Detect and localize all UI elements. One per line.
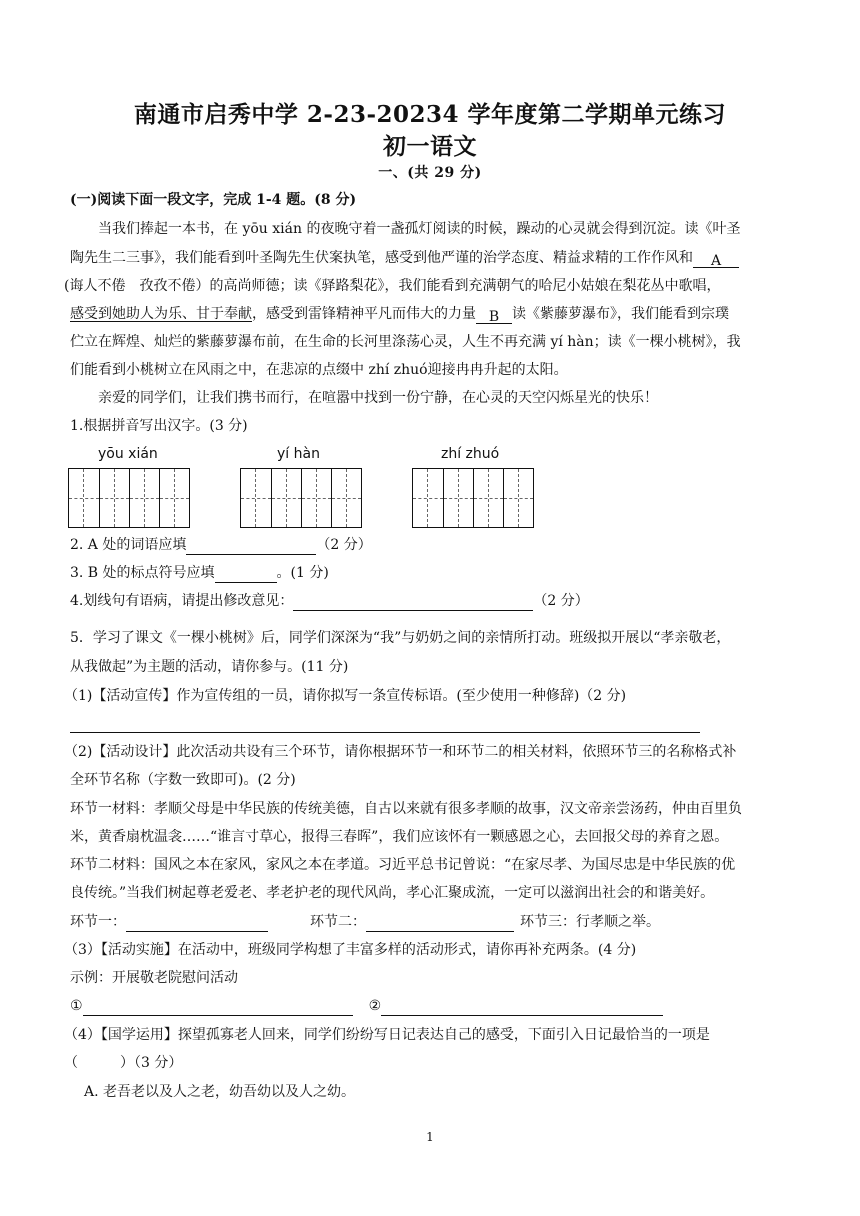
step-2-blank[interactable] <box>366 915 514 932</box>
grid-cell[interactable] <box>301 469 331 527</box>
underlined-sentence: 感受到她助人为乐、甘于奉献 <box>70 306 252 322</box>
blank-a: A <box>693 251 739 268</box>
pinyin-2: yí hàn <box>277 446 320 462</box>
step-1-label: 环节一： <box>70 914 126 930</box>
passage-para-2: 亲爱的同学们，让我们携书而行，在喧嚣中找到一份宁静，在心灵的天空闪烁星光的快乐！ <box>98 390 658 406</box>
q4-prompt: 4.划线句有语病，请提出修改意见： <box>70 593 294 609</box>
q5-line-2: 从我做起”为主题的活动，请你参与。(11 分) <box>70 659 349 675</box>
q3 <box>70 563 794 583</box>
grid-cell[interactable] <box>413 469 443 527</box>
q2 <box>70 535 794 555</box>
q2-score: （2 分） <box>316 537 372 553</box>
passage-line-5: 伫立在辉煌、灿烂的紫藤萝瀑布前，在生命的长河里涤荡心灵，人生不再充满 yí hàn；读《一棵小桃树》，我 <box>70 334 741 350</box>
slogan-answer-line[interactable] <box>70 732 700 733</box>
passage-line-2-text: 陶先生二三事》，我们能看到叶圣陶先生伏案执笔，感受到他严谨的治学态度、精益求精的工作作风和 <box>70 250 693 266</box>
q3-answer-blank[interactable] <box>215 566 277 583</box>
blank-b: B <box>476 307 512 324</box>
q4-answer-blank[interactable] <box>293 594 533 611</box>
example-text: 示例：开展敬老院慰问活动 <box>70 970 238 986</box>
steps-row <box>70 912 794 932</box>
q5-sub-3: （3）【活动实施】在活动中，班级同学构想了丰富多样的活动形式，请你再补充两条。(4 分) <box>64 942 637 958</box>
material-1-line-1: 环节一材料：孝顺父母是中华民族的传统美德，自古以来就有很多孝顺的故事，汉文帝亲尝汤药，仲由百里负 <box>70 801 742 817</box>
grid-cell[interactable] <box>99 469 129 527</box>
activity-1-blank[interactable] <box>83 999 353 1016</box>
grid-cell[interactable] <box>159 469 189 527</box>
activity-2-blank[interactable] <box>381 999 663 1016</box>
step-3-label: 环节三：行孝顺之举。 <box>520 914 660 930</box>
q5-sub-4-line-2: （ ）（3 分） <box>64 1055 183 1071</box>
exam-title: 南通市启秀中学 2-23-20234 学年度第二学期单元练习 <box>133 101 727 128</box>
q3-prompt: 3. B 处的标点符号应填 <box>70 565 215 581</box>
step-1-blank[interactable] <box>126 915 268 932</box>
q5-line-1: 5．学习了课文《一棵小桃树》后，同学们深深为“我”与奶奶之间的亲情所打动。班级拟开展以“孝亲敬老， <box>70 630 731 646</box>
passage-line-6: 们能看到小桃树立在风雨之中，在悲凉的点缀中 zhí zhuó迎接冉冉升起的太阳。 <box>70 362 568 378</box>
q5-sub-2-line-1: （2)【活动设计】此次活动共设有三个环节，请你根据环节一和环节二的相关材料，依照环节三的名称格式补 <box>64 744 737 760</box>
passage-line-4 <box>70 304 794 324</box>
material-2-line-1: 环节二材料：国风之本在家风，家风之本在孝道。习近平总书记曾说：“在家尽孝、为国尽忠是中华民族的优 <box>70 857 736 873</box>
passage-line-4-mid: ，感受到雷锋精神平凡而伟大的力量 <box>252 306 476 322</box>
option-a: A. 老吾老以及人之老，幼吾幼以及人之幼。 <box>84 1084 356 1100</box>
grid-cell[interactable] <box>331 469 361 527</box>
section-heading: 一、(共 29 分) <box>378 165 482 181</box>
writing-grid-1[interactable] <box>68 468 190 528</box>
part1-heading: (一)阅读下面一段文字，完成 1-4 题。(8 分) <box>70 192 357 208</box>
material-1-line-2: 米，黄香扇枕温衾……“谁言寸草心，报得三春晖”，我们应该怀有一颗感恩之心，去回报父母的养育之恩。 <box>70 829 729 845</box>
grid-cell[interactable] <box>129 469 159 527</box>
q4 <box>70 591 794 611</box>
q5-sub-2-line-2: 全环节名称（字数一致即可)。(2 分) <box>70 772 296 788</box>
choice-1-marker: ① <box>70 998 83 1014</box>
grid-cell[interactable] <box>271 469 301 527</box>
grid-cell[interactable] <box>241 469 271 527</box>
writing-grid-3[interactable] <box>412 468 534 528</box>
exam-subtitle: 初一语文 <box>383 133 477 160</box>
q4-score: （2 分） <box>533 593 589 609</box>
q2-answer-blank[interactable] <box>186 538 316 555</box>
passage-line-2 <box>70 248 794 268</box>
q5-sub-1: （1)【活动宣传】作为宣传组的一员，请你拟写一条宣传标语。(至少使用一种修辞)（2 分) <box>64 688 627 704</box>
q5-sub-4-line-1: （4）【国学运用】探望孤寡老人回来，同学们纷纷写日记表达自己的感受，下面引入日记最恰当的一项是 <box>64 1027 710 1043</box>
step-2-label: 环节二： <box>310 914 366 930</box>
writing-grid-2[interactable] <box>240 468 362 528</box>
grid-cell[interactable] <box>473 469 503 527</box>
grid-cell[interactable] <box>69 469 99 527</box>
activities-row <box>70 996 794 1016</box>
q2-prompt: 2. A 处的词语应填 <box>70 537 187 553</box>
passage-line-4-end: 读《紫藤萝瀑布》，我们能看到宗璞 <box>512 306 729 322</box>
material-2-line-2: 良传统。”当我们树起尊老爱老、孝老护老的现代风尚，孝心汇聚成流，一定可以滋润出社会的和谐美好。 <box>70 885 715 901</box>
grid-cell[interactable] <box>443 469 473 527</box>
q3-score: 。(1 分) <box>276 565 329 581</box>
grid-cell[interactable] <box>503 469 533 527</box>
passage-line-1: 当我们捧起一本书，在 yōu xián 的夜晚守着一盏孤灯阅读的时候，躁动的心灵就会得到沉淀。读《叶圣 <box>98 221 741 237</box>
page-number: 1 <box>426 1130 434 1144</box>
passage-line-3: (诲人不倦 孜孜不倦）的高尚师德；读《驿路梨花》，我们能看到充满朝气的哈尼小姑娘在梨花丛中歌唱， <box>64 278 721 294</box>
pinyin-1: yōu xián <box>98 446 158 462</box>
choice-2-marker: ② <box>368 998 382 1014</box>
q1-text: 1.根据拼音写出汉字。(3 分) <box>70 418 248 434</box>
pinyin-3: zhí zhuó <box>441 446 500 462</box>
